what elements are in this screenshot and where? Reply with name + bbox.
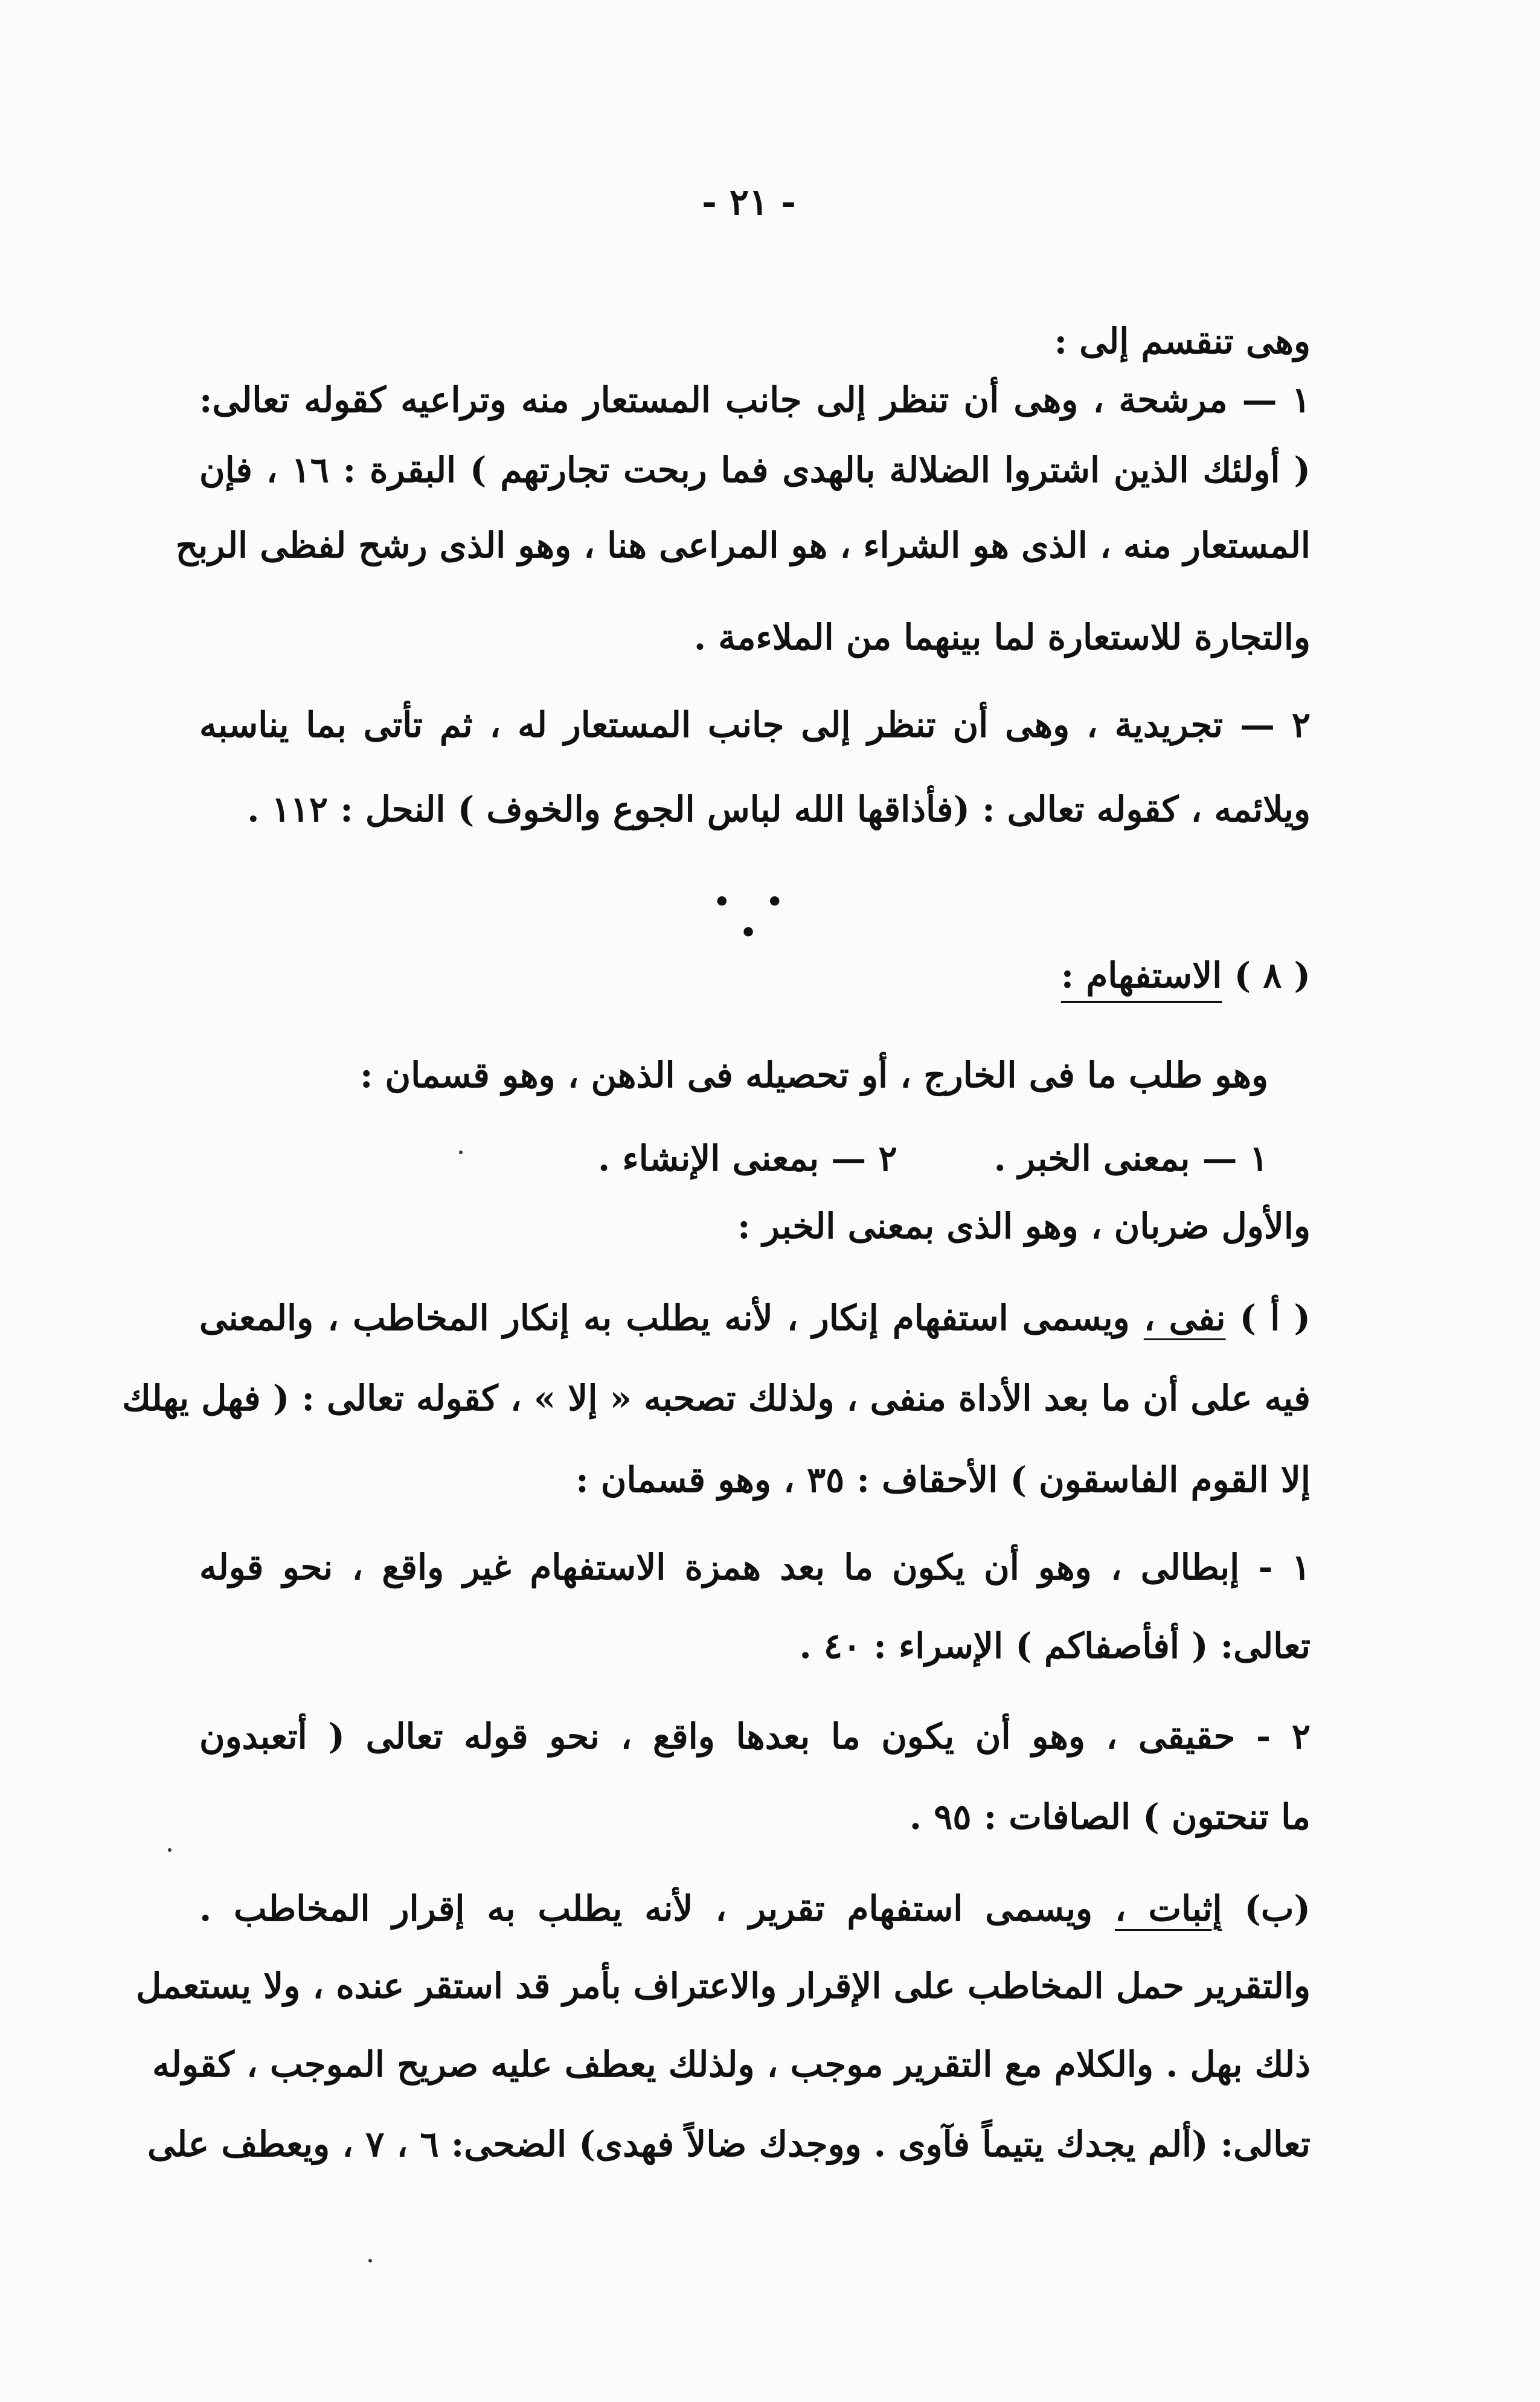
ithbat-label: إثبات ، xyxy=(1114,1888,1222,1929)
text-line: المستعار منه ، الذى هو الشراء ، هو المراعى هنا ، وهو الذى رشح لفظى الربح xyxy=(175,525,1311,566)
text-line: ١ - إبطالى ، وهو أن يكون ما بعد همزة الاستفهام غير واقع ، نحو قوله xyxy=(199,1547,1311,1588)
section-heading xyxy=(199,951,1311,1000)
scan-speck xyxy=(368,2259,372,2262)
text-line: ٢ — تجريدية ، وهى أن تنظر إلى جانب المستعار له ، ثم تأتى بما يناسبه xyxy=(199,704,1311,745)
types-line xyxy=(199,1134,1268,1183)
text-line: والتجارة للاستعارة لما بينهما من الملاءمة . xyxy=(693,617,1311,658)
ithbat-prefix: (ب) xyxy=(1244,1888,1311,1929)
nafy-label: نفى ، xyxy=(1143,1297,1226,1338)
ithbat-rest: ويسمى استفهام تقرير ، لأنه يطلب به إقرار المخاطب . xyxy=(199,1888,1093,1929)
text-line: ٢ - حقيقى ، وهو أن يكون ما بعدها واقع ، نحو قوله تعالى ( أتعبدون xyxy=(199,1716,1311,1757)
page-number: - ٢١ - xyxy=(701,181,797,223)
text-line: والتقرير حمل المخاطب على الإقرار والاعتراف بأمر قد استقر عنده ، ولا يستعمل xyxy=(136,1965,1311,2006)
text-line: وهى تنقسم إلى : xyxy=(1054,321,1311,362)
text-line: تعالى: ( أفأصفاكم ) الإسراء : ٤٠ . xyxy=(799,1625,1311,1666)
text-line: فيه على أن ما بعد الأداة منفى ، ولذلك تصحبه « إلا » ، كقوله تعالى : ( فهل يهلك xyxy=(122,1378,1311,1419)
scan-speck xyxy=(168,1848,172,1852)
type-insha: ٢ — بمعنى الإنشاء . xyxy=(598,1138,897,1179)
text-line: إلا القوم الفاسقون ) الأحقاف : ٣٥ ، وهو قسمان : xyxy=(576,1459,1311,1500)
text-line: ١ — مرشحة ، وهى أن تنظر إلى جانب المستعار منه وتراعيه كقوله تعالى: xyxy=(199,379,1311,420)
section-number: ( ٨ ) xyxy=(1234,955,1311,996)
nafy-rest: ويسمى استفهام إنكار ، لأنه يطلب به إنكار المخاطب ، والمعنى xyxy=(199,1297,1130,1338)
text-line: ذلك بهل . والكلام مع التقرير موجب ، ولذلك يعطف عليه صريح الموجب ، كقوله xyxy=(152,2044,1311,2085)
scan-speck xyxy=(459,1151,463,1154)
nafy-prefix: ( أ ) xyxy=(1239,1297,1311,1338)
text-line: ويلائمه ، كقوله تعالى : (فأذاقها الله لباس الجوع والخوف ) النحل : ١١٢ . xyxy=(247,789,1311,830)
text-line: ( أولئك الذين اشتروا الضلالة بالهدى فما ربحت تجارتهم ) البقرة : ١٦ ، فإن xyxy=(199,449,1311,490)
text-line: تعالى: (ألم يجدك يتيماً فآوى . ووجدك ضالاً فهدى) الضحى: ٦ ، ٧ ، ويعطف على xyxy=(147,2124,1311,2165)
type-khabar: ١ — بمعنى الخبر . xyxy=(993,1138,1268,1179)
section-separator: • • • xyxy=(713,887,797,948)
text-line: والأول ضربان ، وهو الذى بمعنى الخبر : xyxy=(737,1206,1311,1247)
section-title: الاستفهام : xyxy=(1060,955,1222,996)
text-line: وهو طلب ما فى الخارج ، أو تحصيله فى الذهن ، وهو قسمان : xyxy=(359,1055,1268,1096)
ithbat-line-1 xyxy=(199,1884,1311,1933)
nafy-line-1 xyxy=(199,1294,1311,1342)
text-line: ما تنحتون ) الصافات : ٩٥ . xyxy=(909,1796,1311,1837)
